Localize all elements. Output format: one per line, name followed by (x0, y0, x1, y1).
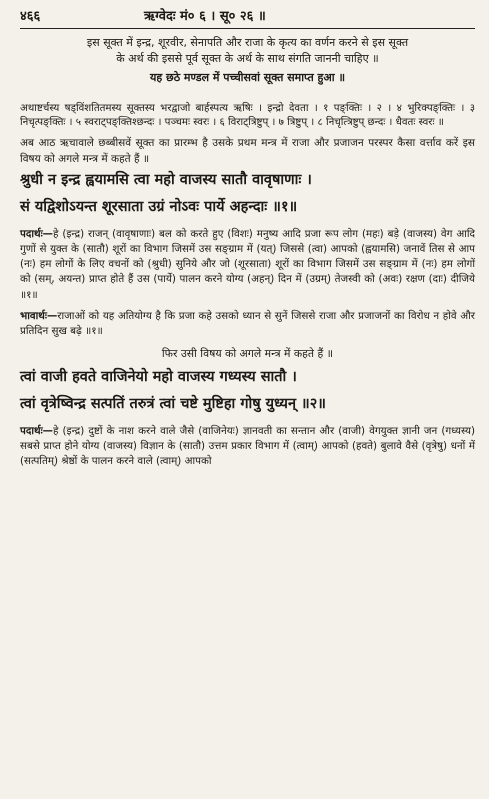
padartha-label: पदार्थः— (20, 227, 53, 240)
transition-line: फिर उसी विषय को अगले मन्त्र में कहते हैं ॥ (161, 346, 334, 360)
mantra-line: त्वां वृत्रेष्विन्द्र सत्पतिं तरुत्रं त्वां चष्टे मुष्टिहा गोषु युध्यन् ॥२॥ (20, 395, 326, 412)
summary-line: के अर्थ की इससे पूर्व सूक्त के अर्थ के साथ संगति जाननी चाहिए ॥ (116, 52, 379, 65)
bhavartha-1 (20, 309, 475, 340)
sukta-summary (20, 35, 475, 67)
running-title: ऋग्वेदः मं० ६ । सू० २६ ॥ (144, 9, 266, 24)
mantra-2 (20, 364, 475, 418)
rishi-devata-chhanda: अथाष्टर्चस्य षड्विंशतितमस्य सूक्तस्य भरद्वाजो बार्हस्पत्य ऋषिः । इन्द्रो देवता । १ पङ्क्तिः । २ । ४ भुरिक्पङ्क्तिः । ३ निचृत्पङ्क्तिः । ५ स्वराट्पङ्क्तिश्छन्दः । पञ्चमः स्वरः । ६ विराट्त्रिष्टुप् । ७ त्रिष्टुप् । ८ निचृत्त्रिष्टुप् छन्दः । धैवतः स्वरः ॥ (20, 103, 475, 129)
padartha-2 (20, 424, 475, 470)
mantra-1 (20, 167, 475, 221)
summary-line: इस सूक्त में इन्द्र, शूरवीर, सेनापति और राजा के कृत्य का वर्णन करने से इस सूक्त (86, 36, 409, 49)
padartha-text: हे (इन्द्र) दुष्टों के नाश करने वाले जैसे (वाजिनेयः) ज्ञानवती का सन्तान और (वाजी) वेगयुक्त ज्ञानी जन (गध्यस्य) सबसे प्राप्त होने योग्य (वाजस्य) विज्ञान के (सातौ) उत्तम प्रकार विभाग में (त्वाम्) आपको (हवते) बुलावे वैसे (वृत्रेषु) धनों में (सत्पतिम्) श्रेष्ठों के पालन करने वाले (त्वाम्) आपको (20, 424, 475, 468)
sukta-intro-note: अब आठ ऋचावाले छब्बीसवें सूक्त का प्रारम्भ है उसके प्रथम मन्त्र में राजा और प्रजाजन परस्पर कैसा वर्त्ताव करें इस विषय को अगले मन्त्र में कहते हैं ॥ (20, 136, 475, 165)
mantra-line: सं यद्विशोऽयन्त शूरसाता उग्रं नोऽवः पार्ये अहन्दाः ॥१॥ (20, 198, 298, 215)
bhavartha-text: राजाओं को यह अतियोग्य है कि प्रजा कहे उसको ध्यान से सुनें जिससे राजा और प्रजाजनों का विरोध न होवे और प्रतिदिन सुख बढ़े ॥१॥ (20, 310, 475, 338)
header-rule (20, 28, 475, 29)
page-header (20, 6, 475, 26)
sukta-closing-line: यह छठे मण्डल में पच्चीसवां सूक्त समाप्त हुआ ॥ (149, 71, 346, 84)
padartha-text: हे (इन्द्र) राजन् (वावृषाणाः) बल को करते हुए (विशः) मनुष्य आदि प्रजा रूप लोग (महः) बड़े (वाजस्य) वेग आदि गुणों से युक्त के (सातौ) शूरों का विभाग जिसमें उस सङ्ग्राम में (यत्) जिससे (त्वा) आपको (ह्वयामसि) जनावें तिस से आप (नः) हम लोगों के लिए वचनों को (श्रुधी) सुनिये और जो (शूरसाता) शूरों का विभाग जिसमें उस सङ्ग्राम में (नः) हम लोगों को (सम्, अयन्त) प्राप्त होते हैं उस (पार्ये) पालन करने योग्य (अहन्) दिन में (उग्रम्) तेजस्वी को (अवः) रक्षण (दाः) दीजिये ॥१॥ (20, 227, 475, 301)
page-number: ४६६ (20, 9, 41, 24)
mantra-line: श्रुधी न इन्द्र ह्वयामसि त्वा महो वाजस्य सातौ वावृषाणाः । (20, 171, 312, 188)
padartha-label: पदार्थः— (20, 424, 53, 437)
mantra-line: त्वां वाजी हवते वाजिनेयो महो वाजस्य गध्यस्य सातौ । (20, 368, 297, 385)
bhavartha-label: भावार्थः— (20, 310, 58, 323)
padartha-1 (20, 227, 475, 303)
